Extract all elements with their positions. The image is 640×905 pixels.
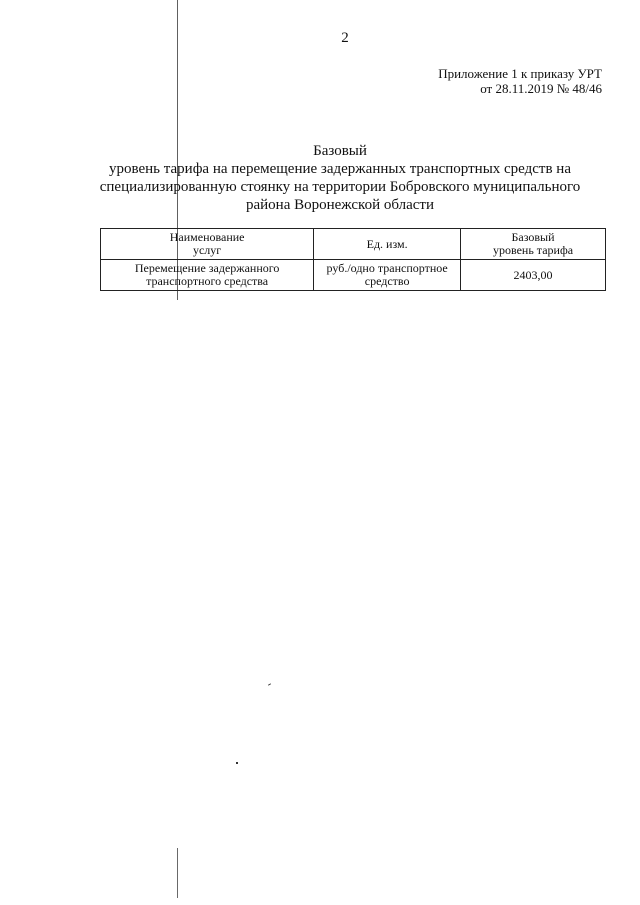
header-tariff-line-2: уровень тарифа (492, 243, 574, 257)
header-tariff-line-1: Базовый (511, 230, 555, 244)
table-row (101, 260, 606, 291)
header-unit (314, 229, 461, 260)
title-line-3: специализированную стоянку на территории Бобровского муниципального (99, 179, 581, 195)
scan-artifact-line (177, 848, 178, 898)
header-service-line-2: услуг (192, 243, 222, 257)
tariff-table (100, 228, 606, 291)
unit-line-1: руб./одно транспортное (326, 261, 448, 275)
cell-tariff-value: 2403,00 (461, 260, 606, 291)
appendix-line-1: Приложение 1 к приказу УРТ (438, 66, 602, 81)
scan-speck (268, 683, 271, 685)
appendix-line-2: от 28.11.2019 № 48/46 (480, 81, 602, 96)
title-line-2: уровень тарифа на перемещение задержанных транспортных средств на (109, 161, 571, 177)
service-line-2: транспортного средства (146, 274, 269, 288)
cell-unit (314, 260, 461, 291)
document-title (80, 142, 600, 214)
header-base-tariff (461, 229, 606, 260)
title-line-4: района Воронежской области (245, 197, 434, 213)
table-header-row (101, 229, 606, 260)
page-number: 2 (341, 30, 349, 46)
header-service-line-1: Наименование (169, 230, 245, 244)
header-service-name (101, 229, 314, 260)
service-line-1: Перемещение задержанного (134, 261, 280, 275)
appendix-reference (438, 66, 602, 96)
cell-service-name (101, 260, 314, 291)
scan-speck (236, 762, 238, 764)
unit-line-2: средство (364, 274, 410, 288)
title-line-1: Базовый (313, 143, 367, 159)
header-unit-line-1: Ед. изм. (366, 236, 408, 251)
